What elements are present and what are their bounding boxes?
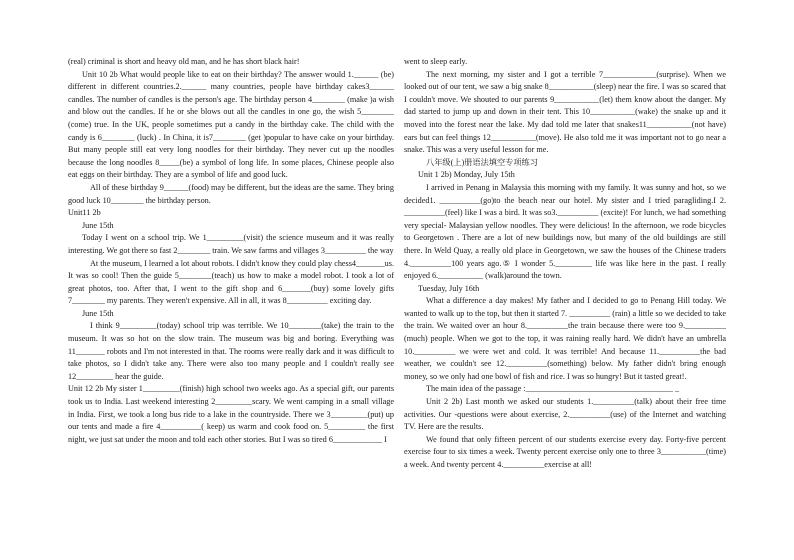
paragraph: Tuesday, July 16th <box>418 283 480 293</box>
paragraph: I arrived in Penang in Malaysia this morning with my family. It was sunny and hot, so we decided1. __________(go)to the beach near our hotel. My sister and I tried paragliding.I 2. __________(feel) like I was a bird. It was so3.__________ (excite)! For lunch, we had something very special- Malaysian yellow noodles. They were delicious! In the afternoon, we rode bicycles to Georgetown . There are a lot of new buildings now, but many of the old buildings are still there. In Weld Quay, a really old place in Georgetown, we saw the houses of the Chinese traders 4.__________100 years ago.⑤ I wonder 5._________ life was like here in the past. I really enjoyed 6.___________ (walk)around the town. <box>404 182 726 281</box>
paragraph: Today I went on a school trip. We 1_________(visit) the science museum and it was really interesting. We got there so fast 2________ train. We saw farms and villages 3__________ the way <box>68 233 394 255</box>
paragraph: What a difference a day makes! My father and I decided to go to Penang Hill today. We wanted to walk up to the top, but then it started 7. __________ (rain) a little so we decided to take the train. We waited over an hour 8.__________the train because there were too 9.__________ (much) people. When we got to the top, it was raining really hard. We didn't have an umbrella 10.__________ we were wet and cold. It was terrible! And because 11.__________the bad weather, we couldn't see 12.__________(something) below. My father didn't bring enough money, so we only had one bowl of fish and rice. I was so hungry! But it tasted great!. <box>404 296 726 381</box>
paragraph: (real) criminal is short and heavy old man, and he has short black hair! <box>68 57 300 66</box>
paragraph: We found that only fifteen percent of our students exercise every day. Forty-five percent exercise four to six times a week. Twenty percent exercise only one to three 3___________(time) a week. And twenty percent 4.__________exercise at all! <box>404 434 726 469</box>
paragraph: The next morning, my sister and I got a terrible 7_____________(surprise). When we looked out of our tent, we saw a big snake 8___________(sleep) near the fire. I was so scared that I couldn't move. We shouted to our parents 9___________(let) them know about the danger. My dad started to jump up and down in their tent. This 10___________(wake) the snake up and it moved into the forest near the lake. My dad told me later that snakes11___________(not have) ears but can feel things 12___________(move). He also told me it was important not to go near a snake. This was a very useful lesson for me. <box>404 69 726 155</box>
paragraph: Unit 2 2b) Last month we asked our students 1.__________(talk) about their free time activities. Our -questions were about exercise, 2.__________(use) of the Internet and watching TV. Here are the results. <box>404 397 726 432</box>
paragraph: I think 9_________(today) school trip was terrible. We 10________(take) the train to the museum. It was so hot on the slow train. The museum was big and boring. Everything was 11_______ robots and I'm not interested in that. The rooms were really dark and it was difficult to take photos, so I didn't take any. There were also too many people and I couldn't really see 12_________ hear the guide. <box>68 321 394 381</box>
paragraph: Unit 12 2b My sister 1_________(finish) high school two weeks ago. As a special gift, our parents took us to India. Last weekend interesting 2_________scary. We went camping in a small village in India. First, we took a long bus ride to a lake in the countryside. There we 3_________(put) up our tents and made a fire 4__________( keep) us warm and cook food on. 5_________ the first night, we just sat under the moon and told each other stories. But I was so tired 6____________ I <box>68 384 394 444</box>
paragraph: 八年级(上)册语法填空专项练习 <box>426 157 538 167</box>
paragraph: Unit11 2b <box>68 208 101 218</box>
paragraph: At the museum, I learned a lot about robots. I didn't know they could play chess4_______us. It was so cool! Then the guide 5________(teach) us how to make a model robot. I took a lot of great photos, too. After that, I went to the gift shop and 6_______(buy) some lovely gifts 7________ my parents. They weren't expensive. All in all, it was 8__________ exciting day. <box>68 258 394 306</box>
paragraph: June 15th <box>82 308 114 318</box>
paragraph: All of these birthday 9______(food) may be different, but the ideas are the same. They bring good luck 10________ the birthday person. <box>68 182 394 205</box>
paragraph: June 15th <box>82 220 114 230</box>
paragraph: The main idea of the passage :____________________________________ _ <box>426 384 680 394</box>
paragraph: Unit 1 2b) Monday, July 15th <box>418 170 515 180</box>
paragraph: went to sleep early. <box>404 57 468 66</box>
paragraph: Unit 10 2b What would people like to eat on their birthday? The answer would 1.______ (be) different in different countries.2.______ many countries, people have birthday cakes3______ candles. The number of candles is the person's age. The birthday person 4________ (make )a wish and blow out the candles. If he or she blows out all the candles in one go, the wish 5________ (come) true. In the UK, people sometimes put a candy in the birthday cake. The child with the candy is 6________ (luck) . In China, it is7________ (get )popular to have cake on your birthday. But many people still eat very long noodles for their birthday. They never cut up the noodles because the long noodles 8_____(be) a symbol of long life. In some places, Chinese people also eat eggs on their birthday. They are a symbol of life and good luck. <box>68 69 394 180</box>
left-column <box>68 56 394 446</box>
right-column <box>404 56 726 472</box>
